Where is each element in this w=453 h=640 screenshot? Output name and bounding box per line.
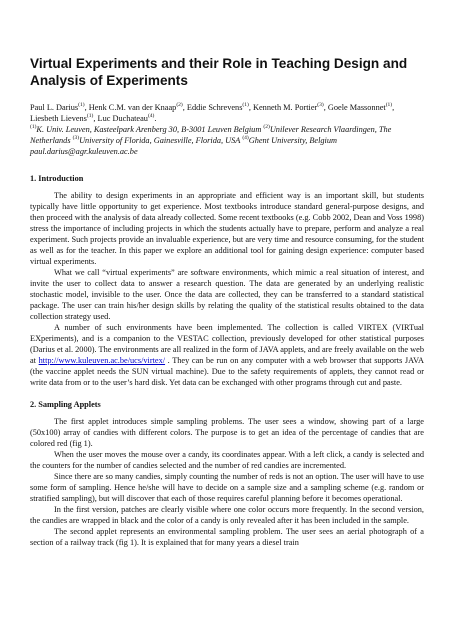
- paragraph: In the first version, patches are clearly visible where one color occurs more frequently. In the second version, the candies are wrapped in black and the color of a candy is only revealed after it has been included in the sample.: [30, 505, 424, 525]
- author-list: Paul L. Darius$^{(1)}$, Henk C.M. van der Knaap$^{(2)}$, Eddie Schrevens$^{(1)}$, Kenneth M. Portier$^{(3)}$, Goele Massonnet$^{(1)}$, Liesbeth Lievens$^{(1)}$, Luc Duchateau$^{(4)}$.: [30, 102, 395, 123]
- author-name: Kenneth M. Portier: [253, 103, 318, 112]
- author-affil-mark: (4): [147, 113, 155, 120]
- paragraph-text: A number of such environments have been implemented. The collection is called VIRTEX (VIRTual EXperiments), and is a companion to the VESTAC collection, previously developed for other statistical purposes (Darius et al. 2000). The environments are all realized in the form of JAVA applets, and are freely available on the web at: [30, 323, 424, 365]
- author-name: Eddie Schrevens: [186, 103, 243, 112]
- section-heading-sampling: 2. Sampling Applets: [30, 400, 101, 409]
- paragraph: Since there are so many candies, simply counting the number of reds is not an option. The user will have to use some form of sampling. Hence he/she will have to decide on a sample size and a sampling scheme (e.g. random or stratified sampling), but will discover that each of those requires careful planning before it becomes operational.: [30, 472, 424, 503]
- paragraph: When the user moves the mouse over a candy, its coordinates appear. With a left click, a candy is selected and the counters for the number of candies selected and the number of red candies are incremented.: [30, 450, 424, 470]
- author-name: Paul L. Darius: [30, 103, 79, 112]
- affil-mark: (4): [242, 135, 249, 142]
- paragraph: The first applet introduces simple sampling problems. The user sees a window, showing part of a large (50x100) array of candies with different colors. The purpose is to get an idea of the percentage of candies that are colored red (fig 1).: [30, 417, 424, 448]
- paper-page: [30, 55, 424, 548]
- author-affil-mark: (3): [317, 102, 324, 109]
- author-affil-mark: (1): [78, 102, 85, 109]
- affil-text: Ghent University, Belgium: [248, 136, 337, 145]
- affiliations: [30, 124, 424, 146]
- author-name: Goele Massonnet: [327, 103, 386, 112]
- author-name: Henk C.M. van der Knaap: [88, 103, 177, 112]
- affil-text: Unilever Research Vlaardingen, The Netherlands: [30, 125, 392, 145]
- paragraph-text: . They can be run on any computer with a web browser that supports JAVA (the vaccine applet needs the SUN virtual machine). Due to the safety requirements of applets, they cannot read or write data from or to the user’s hard disk. Yet data can be exchanged with other programs through cut and paste.: [30, 356, 424, 387]
- affil-mark: (2): [263, 124, 270, 131]
- author-name: Luc Duchateau: [97, 114, 148, 123]
- affil-text: K. Univ. Leuven, Kasteelpark Arenberg 30, B-3001 Leuven Belgium: [36, 125, 262, 134]
- section-heading-introduction: 1. Introduction: [30, 174, 84, 183]
- author-affil-mark: (1): [242, 102, 249, 109]
- affil-text: University of Florida, Gainesville, Florida, USA: [79, 136, 241, 145]
- affil-mark: (3): [72, 135, 80, 142]
- author-name: Liesbeth Lievens: [30, 114, 87, 123]
- virtex-link[interactable]: http://www.kuleuven.ac.be/ucs/virtex/: [38, 356, 166, 365]
- paper-title: Virtual Experiments and their Role in Teaching Design and Analysis of Experiments: [30, 56, 408, 88]
- author-affil-mark: (2): [176, 102, 183, 109]
- affil-mark: (1): [30, 124, 37, 131]
- author-affil-mark: (1): [385, 102, 393, 109]
- paragraph: What we call “virtual experiments” are software environments, which mimic a real situation of interest, and invite the user to collect data to answer a research question. The data are generated by an underlying realistic stochastic model, invisible to the user. Once the data are collected, they can be transferred to a standard statistical package. The user can train his/her design skills by relating the quality of the statistical results obtained to the data collection strategy used.: [30, 268, 424, 321]
- contact-email: paul.darius@agr.kuleuven.ac.be: [30, 147, 138, 156]
- author-affil-mark: (1): [86, 113, 94, 120]
- paragraph: The ability to design experiments in an appropriate and efficient way is an important skill, but students typically have little opportunity to get experience. Most textbooks introduce standard general-purpose designs, and then proceed with the analysis of data already collected. Some recent textbooks (e.g. Cobb 2002, Dean and Voss 1998) stress the importance of including projects in which the students actually have to prepare, perform and analyze a real experiment. Such projects provide an invaluable experience, but are very time and resource consuming, for the student as well as for the teacher. In this paper we explore an additional tool for gaining design experience: computer based virtual experiments.: [30, 191, 424, 266]
- paragraph: [30, 322, 424, 388]
- paragraph: The second applet represents an environmental sampling problem. The user sees an aerial photograph of a section of a railway track (fig 1). It is explained that for many years a diesel train: [30, 527, 424, 547]
